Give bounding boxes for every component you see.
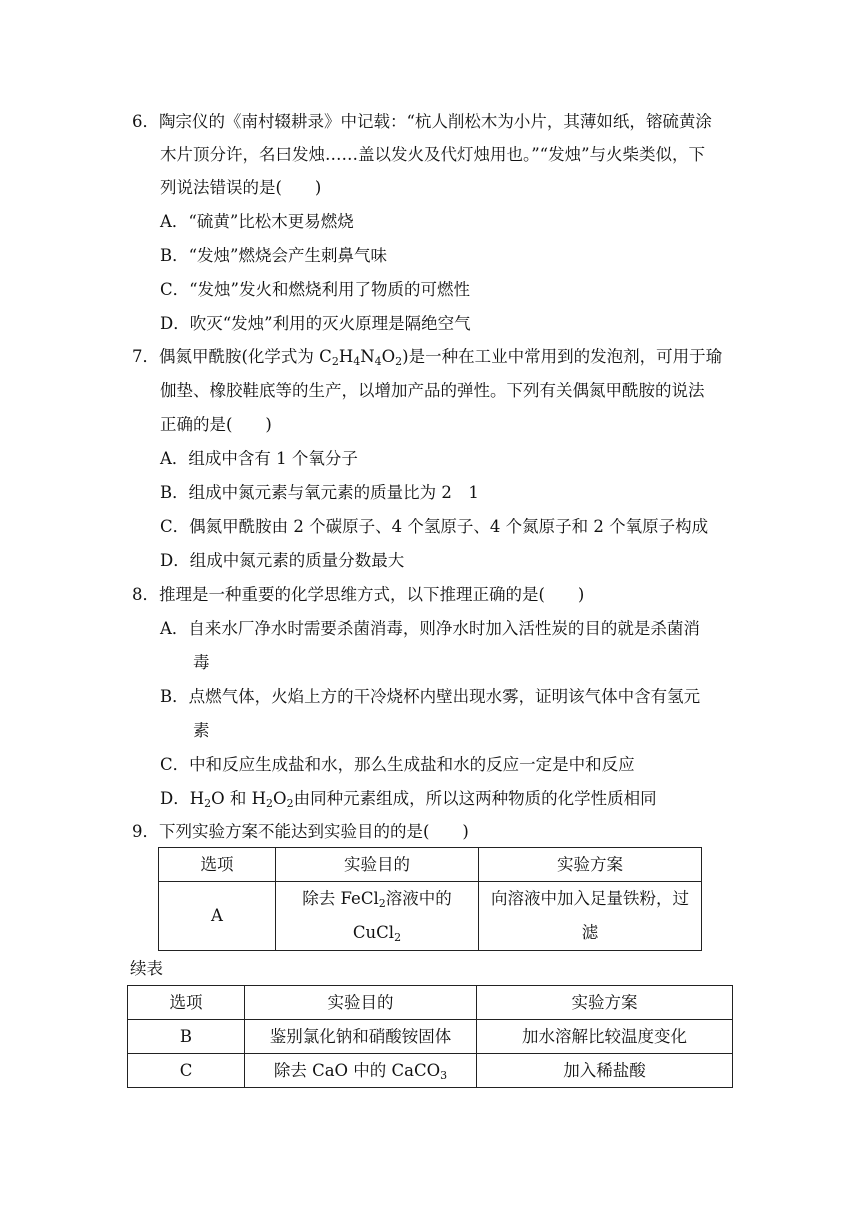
q8-option-a-line2: 毒	[193, 653, 210, 672]
row-c-purpose: 除去 CaO 中的 CaCO$_3$	[245, 1054, 477, 1088]
header-option: 选项	[159, 848, 276, 882]
q7-option-b: B．组成中氮元素与氧元素的质量比为 2 1	[160, 483, 479, 502]
table-header-row	[128, 986, 733, 1020]
q6-stem-line3: 列说法错误的是( )	[160, 178, 322, 197]
q7-stem-line1: 7．偶氮甲酰胺(化学式为 $C_2H_4N_4O_2$)是一种在工业中常用到的发泡剂，可用于瑜	[132, 347, 723, 368]
continued-table-label: 续表	[130, 959, 163, 978]
row-b-plan: 加水溶解比较温度变化	[477, 1020, 733, 1054]
q8-option-b-line2: 素	[193, 721, 210, 740]
q7-option-c: C．偶氮甲酰胺由 2 个碳原子、4 个氢原子、4 个氮原子和 2 个氧原子构成	[160, 517, 709, 536]
q6-option-d: D．吹灭“发烛”利用的灭火原理是隔绝空气	[160, 314, 471, 333]
q8-option-a-line1: A．自来水厂净水时需要杀菌消毒，则净水时加入活性炭的目的就是杀菌消	[160, 619, 700, 638]
row-a-option: A	[159, 882, 276, 951]
q7-option-a: A．组成中含有 1 个氧分子	[160, 449, 358, 468]
row-c-option: C	[128, 1054, 245, 1088]
row-b-purpose: 鉴别氯化钠和硝酸铵固体	[245, 1020, 477, 1054]
q7-stem-line3: 正确的是( )	[160, 415, 272, 434]
header-option: 选项	[128, 986, 245, 1020]
q8-option-b-line1: B．点燃气体，火焰上方的干冷烧杯内壁出现水雾，证明该气体中含有氢元	[160, 687, 701, 706]
q8-stem: 8．推理是一种重要的化学思维方式，以下推理正确的是( )	[132, 585, 585, 604]
row-c-plan: 加入稀盐酸	[477, 1054, 733, 1088]
q9-table-1	[158, 847, 702, 951]
table-header-row	[159, 848, 702, 882]
q6-stem-line1: 6．陶宗仪的《南村辍耕录》中记载：“杭人削松木为小片，其薄如纸，镕硫黄涂	[132, 112, 712, 131]
q9-stem: 9．下列实验方案不能达到实验目的的是( )	[132, 822, 469, 841]
header-purpose: 实验目的	[276, 848, 479, 882]
table-row	[128, 1020, 733, 1054]
q7-stem-line2: 伽垫、橡胶鞋底等的生产，以增加产品的弹性。下列有关偶氮甲酰胺的说法	[160, 381, 705, 400]
header-purpose: 实验目的	[245, 986, 477, 1020]
q6-stem-line2: 木片顶分许，名曰发烛……盖以发火及代灯烛用也。”“发烛”与火柴类似，下	[160, 145, 706, 164]
row-a-purpose: 除去 FeCl$_2$溶液中的 CuCl$_2$	[276, 882, 479, 951]
q8-option-d: D．$H_2O$ 和 $H_2O_2$由同种元素组成，所以这两种物质的化学性质相同	[160, 789, 657, 810]
q8-option-c: C．中和反应生成盐和水，那么生成盐和水的反应一定是中和反应	[160, 755, 635, 774]
q7-option-d: D．组成中氮元素的质量分数最大	[160, 551, 405, 570]
q6-option-c: C．“发烛”发火和燃烧利用了物质的可燃性	[160, 280, 470, 299]
q6-option-a: A．“硫黄”比松木更易燃烧	[160, 212, 354, 231]
table-row	[128, 1054, 733, 1088]
row-b-option: B	[128, 1020, 245, 1054]
table-row	[159, 882, 702, 951]
q9-table-2	[127, 985, 733, 1088]
q6-option-b: B．“发烛”燃烧会产生刺鼻气味	[160, 246, 387, 265]
header-plan: 实验方案	[477, 986, 733, 1020]
row-a-plan: 向溶液中加入足量铁粉，过 滤	[479, 882, 702, 951]
header-plan: 实验方案	[479, 848, 702, 882]
